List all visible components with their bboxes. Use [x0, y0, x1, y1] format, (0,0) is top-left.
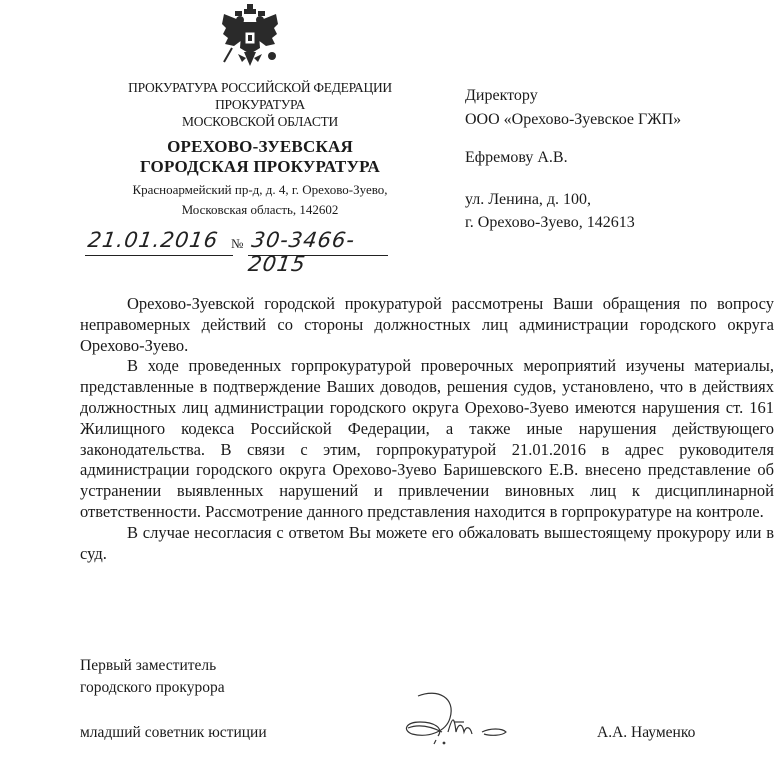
registration-line [85, 228, 405, 276]
registration-number: 30-3466-2015 [246, 228, 357, 276]
office-address-line2: Московская область, 142602 [181, 202, 339, 217]
signer-name: А.А. Науменко [597, 724, 696, 741]
org-name-line3: МОСКОВСКОЙ ОБЛАСТИ [182, 114, 338, 129]
signer-position-line2: городского прокурора [80, 679, 225, 696]
office-name-line1: ОРЕХОВО-ЗУЕВСКАЯ [167, 137, 353, 156]
signer-rank: младший советник юстиции [80, 724, 267, 741]
body-paragraph: В случае несогласия с ответом Вы можете его обжаловать вышестоящему прокурору или в суд. [80, 522, 774, 563]
body-paragraph: В ходе проведенных горпрокуратурой проверочных мероприятий изучены материалы, представленные в подтверждение Ваших доводов, решения судов, установлено, что в действиях должностных лиц администрации городского округа Орехово-Зуево имеются нарушения ст. 161 Жилищного кодекса Российской Федерации, а также иные нарушения действующего законодательства. В связи с этим, горпрокуратурой 21.01.2016 в адрес руководителя администрации городского округа Орехово-Зуево Баришевского Е.В. внесено представление об устранении выявленных нарушений и привлечении виновных лиц к дисциплинарной ответственности. Рассмотрение данного представления находится в горпрокуратуре на контроле. [80, 356, 774, 521]
body-paragraph: Орехово-Зуевской городской прокуратурой рассмотрены Ваши обращения по вопросу неправомерных действий со стороны должностных лиц администрации городского округа Орехово-Зуево. [80, 294, 774, 355]
recipient-address-line1: ул. Ленина, д. 100, [465, 191, 592, 208]
recipient-address-line2: г. Орехово-Зуево, 142613 [465, 214, 635, 231]
letter-body [80, 294, 774, 564]
recipient-name: Ефремову А.В. [465, 149, 568, 166]
recipient-organization: ООО «Орехово-Зуевское ГЖП» [465, 111, 682, 128]
org-name-line1: ПРОКУРАТУРА РОССИЙСКОЙ ФЕДЕРАЦИИ [128, 80, 392, 95]
org-name-line2: ПРОКУРАТУРА [215, 97, 305, 112]
office-address-line1: Красноармейский пр-д, д. 4, г. Орехово-Зуево, [132, 182, 388, 197]
recipient-title: Директору [465, 87, 538, 104]
date-underline [85, 255, 233, 256]
registration-date: 21.01.2016 [86, 228, 220, 252]
signer-position-line1: Первый заместитель [80, 657, 217, 674]
office-name-line2: ГОРОДСКАЯ ПРОКУРАТУРА [139, 157, 381, 176]
number-sign: № [231, 236, 244, 251]
handwritten-signature-icon [398, 688, 528, 748]
state-emblem-icon [220, 4, 280, 70]
number-underline [248, 255, 388, 256]
